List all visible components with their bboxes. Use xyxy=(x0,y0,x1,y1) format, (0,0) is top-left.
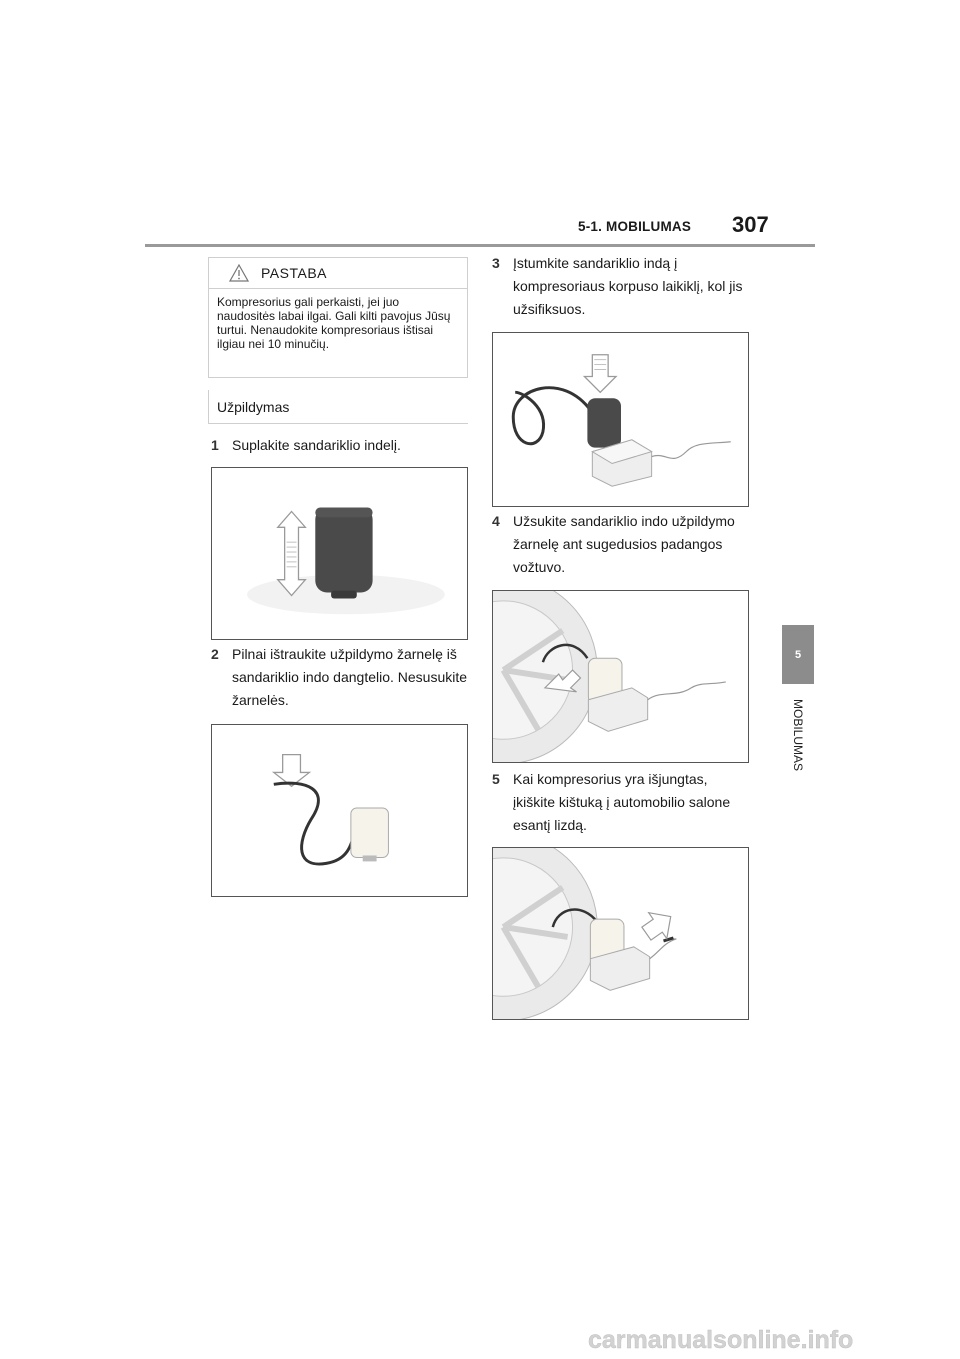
step-number: 2 xyxy=(211,646,219,662)
insert-bottle-illustration xyxy=(493,333,748,506)
double-arrow-icon xyxy=(278,511,306,595)
figure-insert-bottle xyxy=(492,332,749,507)
step-3 xyxy=(492,252,752,321)
section-heading: Užpildymas xyxy=(208,390,468,424)
sealant-bottle xyxy=(351,808,389,857)
warning-triangle-icon xyxy=(229,264,249,282)
section-title: 5-1. MOBILUMAS xyxy=(578,219,692,234)
figure-attach-hose xyxy=(492,590,749,763)
step-text: Įstumkite sandariklio indą į kompresoriaus korpuso laikiklį, kol jis užsifiksuos. xyxy=(513,255,743,317)
svg-text:carmanualsonline.info: carmanualsonline.info xyxy=(588,1326,854,1354)
page-number: 307 xyxy=(732,212,769,237)
step-2 xyxy=(211,643,469,712)
step-4 xyxy=(492,510,752,579)
note-text: Kompresorius gali perkaisti, jei juo naudositės labai ilgai. Gali kilti pavojus Jūsų turtui. Nenaudokite kompresoriaus ištisai ilgiau nei 10 minučių. xyxy=(217,295,451,351)
step-1 xyxy=(211,434,469,457)
note-header xyxy=(209,258,467,289)
step-5 xyxy=(492,768,752,837)
shake-bottle-illustration xyxy=(212,468,467,639)
step-number: 4 xyxy=(492,513,500,529)
figure-plug-in xyxy=(492,847,749,1020)
step-text: Suplakite sandariklio indelį. xyxy=(232,437,401,453)
header-rule xyxy=(145,244,815,247)
step-text: Pilnai ištraukite užpildymo žarnelę iš sandariklio indo dangtelio. Nesusukite žarnelės. xyxy=(232,646,468,708)
note-title: PASTABA xyxy=(261,265,328,281)
step-number: 3 xyxy=(492,255,500,271)
pull-hose-illustration xyxy=(212,725,467,896)
down-arrow-icon xyxy=(584,355,616,393)
watermark xyxy=(588,1324,958,1354)
plug-in-illustration xyxy=(493,848,748,1019)
chapter-tab[interactable]: 5 xyxy=(782,625,814,684)
watermark-logo xyxy=(588,1324,958,1354)
step-text: Kai kompresorius yra išjungtas, įkiškite kištuką į automobilio salone esantį lizdą. xyxy=(513,771,731,833)
attach-hose-illustration xyxy=(493,591,748,762)
note-box xyxy=(208,257,468,378)
step-number: 1 xyxy=(211,437,219,453)
sealant-bottle xyxy=(587,398,621,447)
step-number: 5 xyxy=(492,771,500,787)
step-text: Užsukite sandariklio indo užpildymo žarnelę ant sugedusios padangos vožtuvo. xyxy=(513,513,735,575)
sealant-bottle xyxy=(315,508,372,593)
figure-shake-bottle xyxy=(211,467,468,640)
figure-pull-hose xyxy=(211,724,468,897)
chapter-tab-label: MOBILUMAS xyxy=(791,698,805,771)
